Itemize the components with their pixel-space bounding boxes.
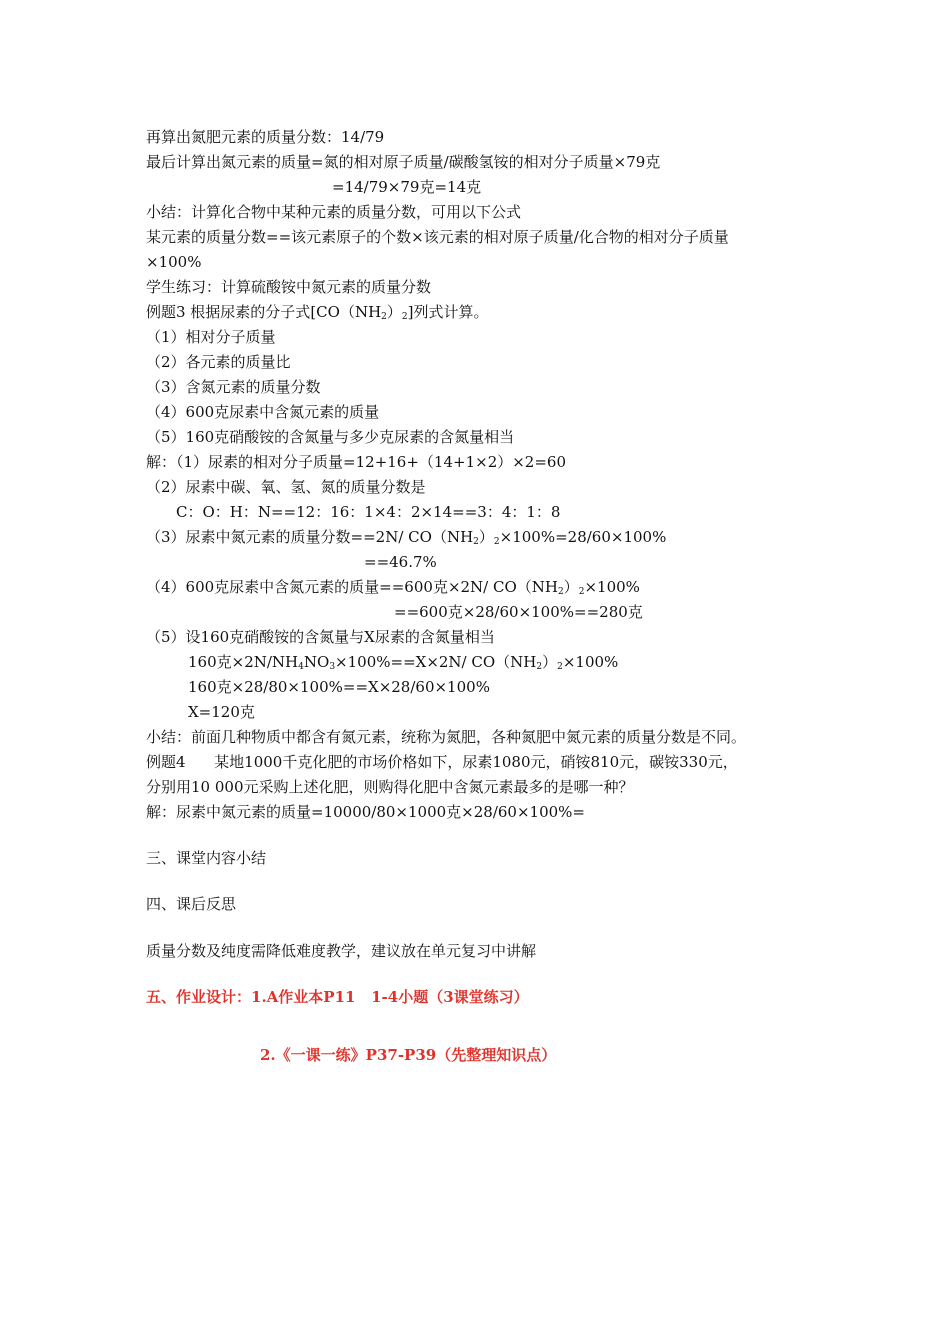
text-line: ×100%	[146, 253, 202, 271]
subscript: 2	[578, 587, 585, 597]
text-run: ）	[563, 578, 579, 596]
text-line: 解：（1）尿素的相对分子质量=12+16+（14+1×2）×2=60	[146, 453, 567, 471]
text-line: 最后计算出氮元素的质量=氮的相对原子质量/碳酸氢铵的相对分子质量×79克	[146, 153, 661, 171]
text-line: 某元素的质量分数==该元素原子的个数×该元素的相对原子质量/化合物的相对分子质量	[146, 228, 729, 246]
text-line: （2）尿素中碳、氧、氢、氮的质量分数是	[146, 478, 426, 496]
text-line: （1）相对分子质量	[146, 328, 276, 346]
text-line: ==46.7%	[364, 553, 437, 571]
text-line: ==600克×28/60×100%==280克	[394, 603, 643, 621]
text-line: 小结：前面几种物质中都含有氮元素，统称为氮肥，各种氮肥中氮元素的质量分数是不同。	[146, 728, 747, 746]
section-heading: 三、课堂内容小结	[146, 849, 267, 867]
section-heading: 四、课后反思	[146, 895, 237, 913]
text-line: 例题4 某地1000千克化肥的市场价格如下，尿素1080元，硝铵810元，碳铵330元，	[146, 753, 738, 771]
text-line: （3）含氮元素的质量分数	[146, 378, 321, 396]
text-line	[188, 651, 618, 673]
subscript: 2	[557, 587, 564, 597]
text-run: ）	[386, 303, 402, 321]
text-run: ）	[478, 528, 494, 546]
subscript: 2	[557, 662, 563, 672]
subscript: 2	[493, 537, 500, 547]
text-run: ）	[542, 653, 558, 671]
subscript: 3	[329, 662, 336, 672]
subscript: 2	[536, 662, 543, 672]
text-line: 160克×28/80×100%==X×28/60×100%	[188, 678, 490, 696]
text-run: 160克×2N/NH	[188, 653, 299, 671]
text-line: 分别用10 000元采购上述化肥，则购得化肥中含氮元素最多的是哪一种？	[146, 778, 634, 796]
text-run: ]列式计算。	[407, 303, 489, 321]
subscript: 2	[381, 312, 387, 322]
subscript: 2	[401, 312, 408, 322]
text-run: （4）600克尿素中含氮元素的质量==600克×2N/ CO（NH	[146, 578, 558, 596]
text-run: NO	[303, 653, 330, 671]
text-line: 质量分数及纯度需降低难度教学，建议放在单元复习中讲解	[146, 942, 537, 960]
text-run: （3）尿素中氮元素的质量分数==2N/ CO（NH	[146, 528, 474, 546]
text-line	[146, 526, 666, 548]
text-line: =14/79×79克=14克	[332, 178, 482, 196]
text-line: （4）600克尿素中含氮元素的质量	[146, 403, 380, 421]
subscript: 2	[473, 537, 479, 547]
text-run: ×100%	[562, 653, 619, 671]
text-line: （2）各元素的质量比	[146, 353, 291, 371]
text-line: C：O：H：N==12：16：1×4：2×14==3：4：1：8	[176, 503, 561, 521]
text-line: X=120克	[188, 703, 255, 721]
text-line: （5）设160克硝酸铵的含氮量与X尿素的含氮量相当	[146, 628, 495, 646]
text-run: ×100%	[584, 578, 640, 596]
text-line: 解：尿素中氮元素的质量=10000/80×1000克×28/60×100%=	[146, 803, 585, 821]
text-line: 学生练习：计算硫酸铵中氮元素的质量分数	[146, 278, 432, 296]
text-line: （5）160克硝酸铵的含氮量与多少克尿素的含氮量相当	[146, 428, 515, 446]
text-run: 例题3 根据尿素的分子式[CO（NH	[146, 303, 382, 321]
subscript: 4	[298, 662, 304, 672]
text-line	[146, 301, 489, 323]
homework-heading: 五、作业设计：1.A作业本P11 1-4小题（3课堂练习）	[146, 988, 529, 1006]
text-run: ×100%=28/60×100%	[499, 528, 667, 546]
text-line: 小结：计算化合物中某种元素的质量分数，可用以下公式	[146, 203, 522, 221]
text-line	[146, 576, 640, 598]
text-run: ×100%==X×2N/ CO（NH	[335, 653, 537, 671]
homework-item: 2.《一课一练》P37-P39（先整理知识点）	[260, 1046, 557, 1064]
text-line: 再算出氮肥元素的质量分数：14/79	[146, 128, 385, 146]
